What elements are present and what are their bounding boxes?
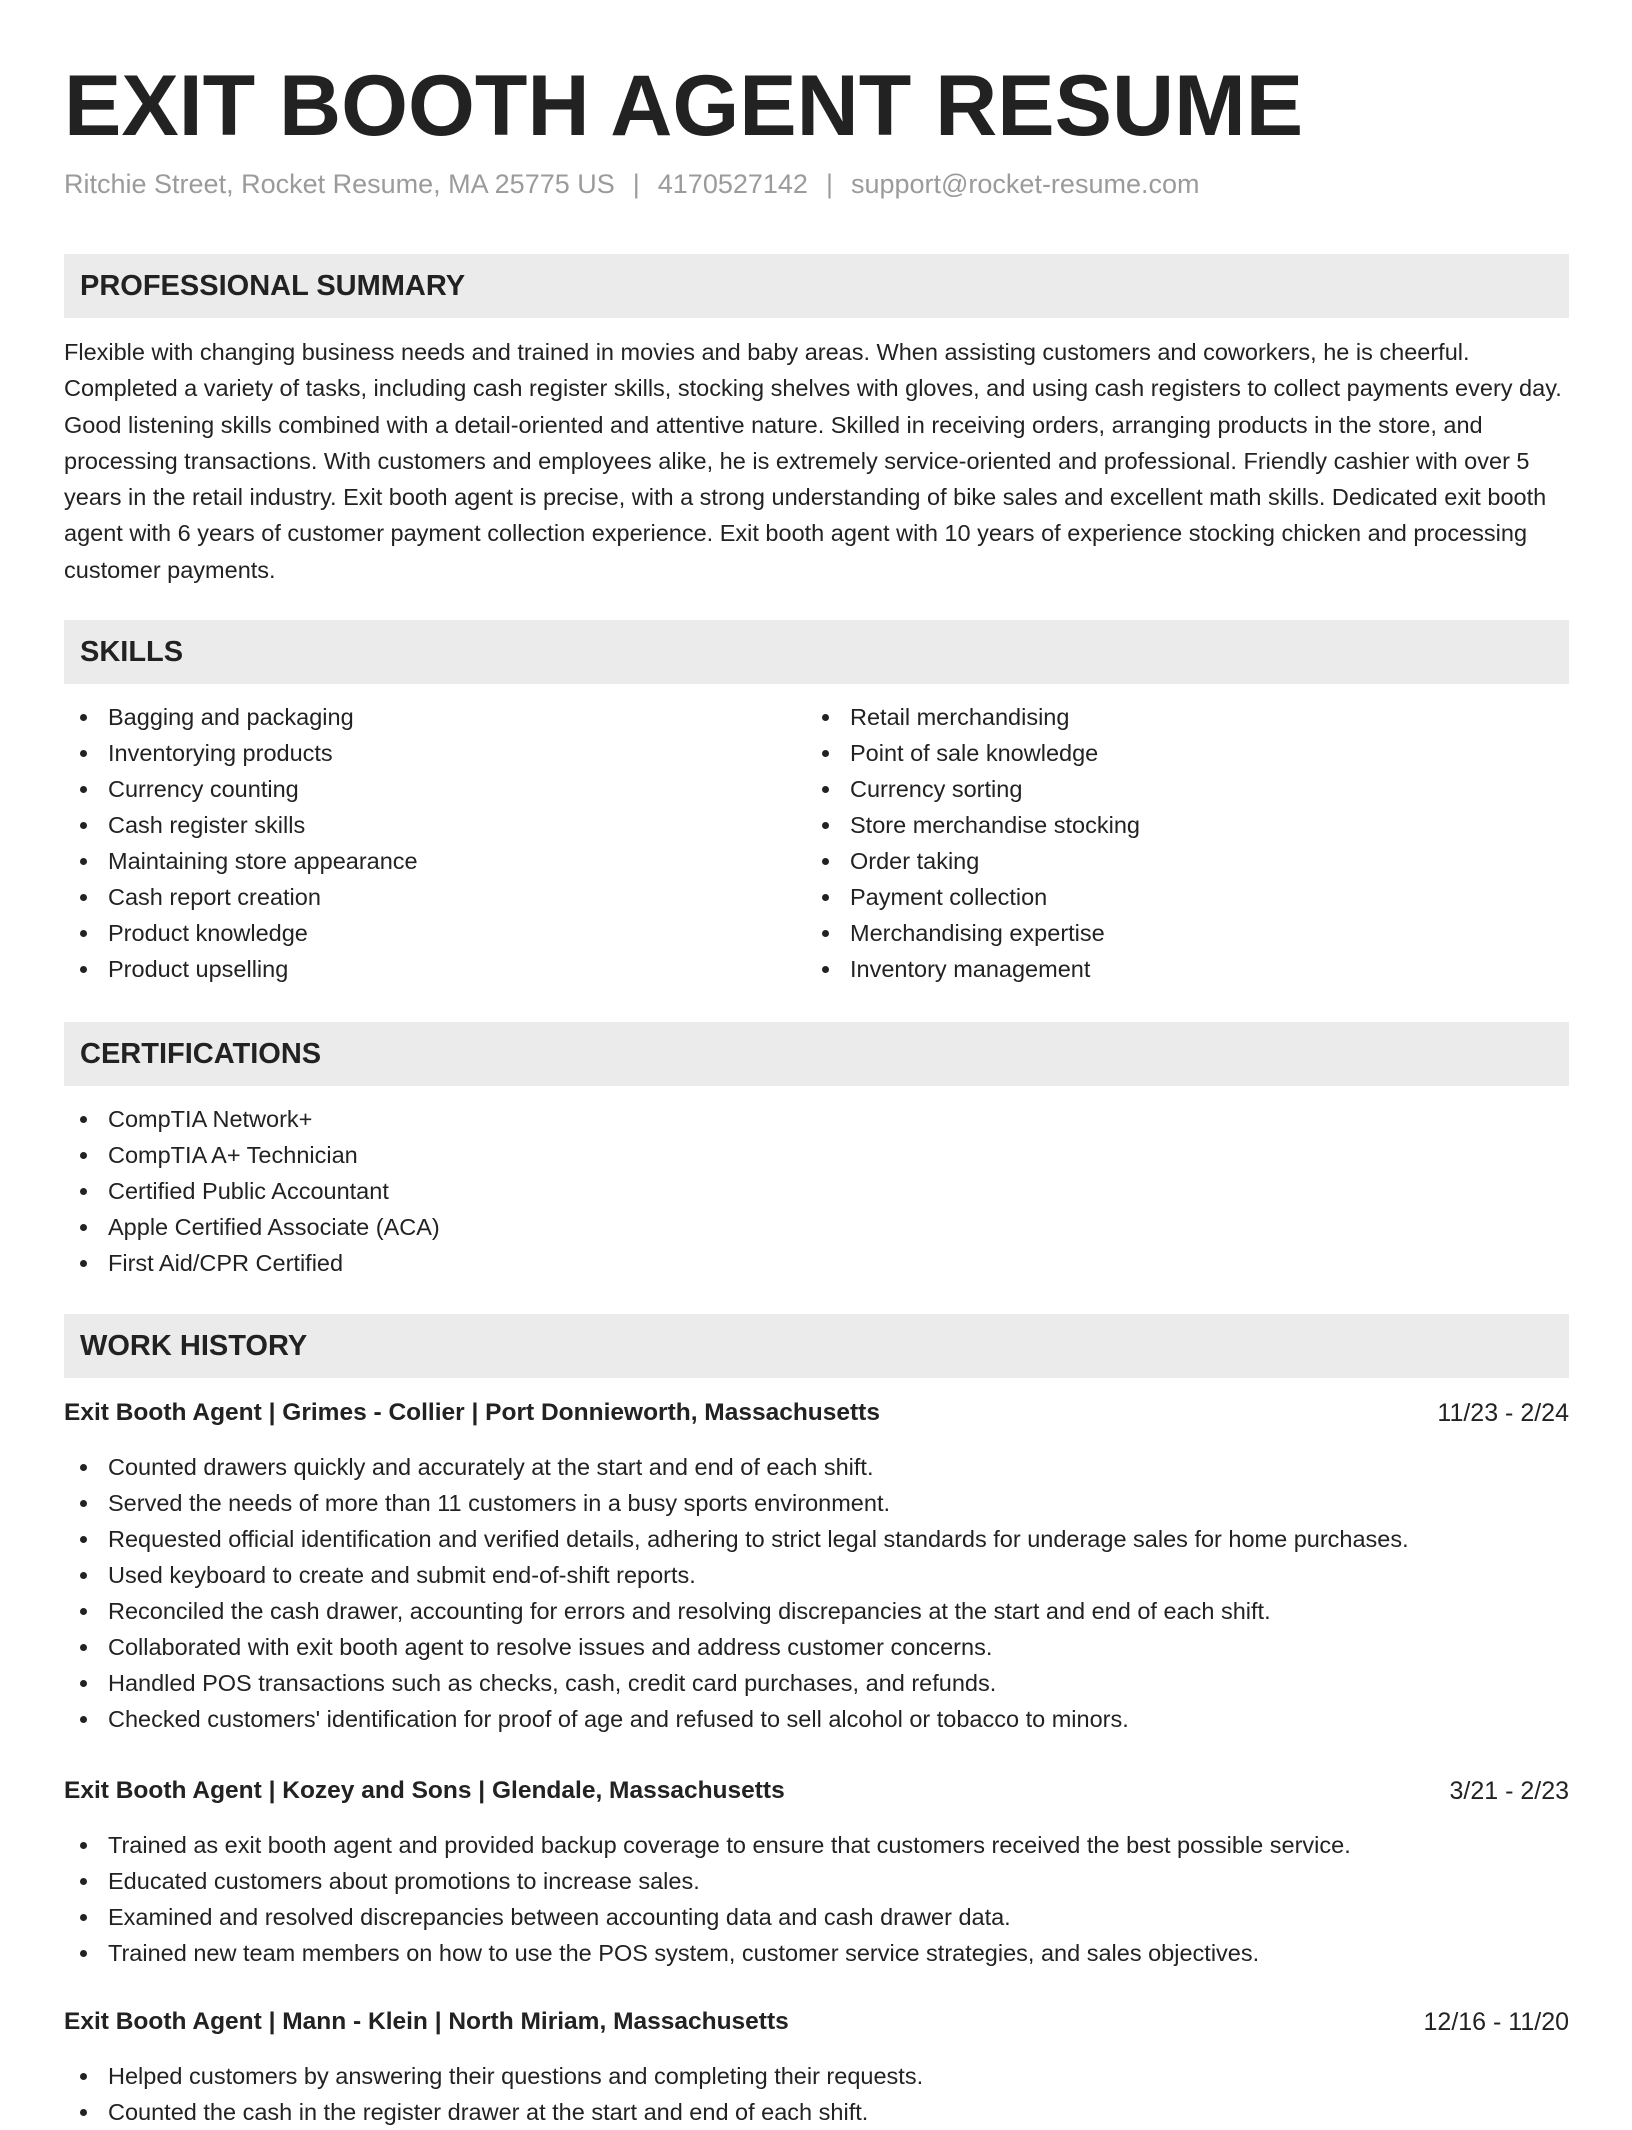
job-bullet: Helped customers by answering their questions and completing their requests.: [64, 2058, 923, 2094]
skill-item: Bagging and packaging: [64, 699, 418, 735]
job-header: [64, 1395, 1569, 1431]
work-section-header: [64, 1314, 1569, 1378]
skill-item: Currency counting: [64, 771, 418, 807]
summary-text: Flexible with changing business needs and trained in movies and baby areas. When assisting customers and coworkers, he is cheerful. Completed a variety of tasks, including cash register skills, stocking shelves with gloves, and using cash registers to collect payments every day. Good listening skills combined with a detail-oriented and attentive nature. Skilled in receiving orders, arranging products in the store, and processing transactions. With customers and employees alike, he is extremely service-oriented and professional. Friendly cashier with over 5 years in the retail industry. Exit booth agent is precise, with a strong understanding of bike sales and excellent math skills. Dedicated exit booth agent with 6 years of customer payment collection experience. Exit booth agent with 10 years of experience stocking chicken and processing customer payments.: [64, 339, 1562, 583]
skill-item: Store merchandise stocking: [806, 807, 1140, 843]
certification-item: First Aid/CPR Certified: [64, 1245, 440, 1281]
job-bullets: [64, 1449, 1409, 1737]
job-dates: 3/21 - 2/23: [1449, 1777, 1569, 1805]
certifications-heading: CERTIFICATIONS: [80, 1038, 322, 1070]
job-bullet: Reconciled the cash drawer, accounting for errors and resolving discrepancies at the start and end of each shift.: [64, 1593, 1409, 1629]
certifications-section-header: [64, 1022, 1569, 1086]
skill-item: Order taking: [806, 843, 1140, 879]
skills-section-header: [64, 620, 1569, 684]
certification-item: CompTIA A+ Technician: [64, 1137, 440, 1173]
job-header: [64, 1773, 1569, 1809]
certification-item: Certified Public Accountant: [64, 1173, 440, 1209]
skill-item: Retail merchandising: [806, 699, 1140, 735]
job-bullets: [64, 1827, 1351, 1971]
job-bullet: Collaborated with exit booth agent to resolve issues and address customer concerns.: [64, 1629, 1409, 1665]
skill-item: Product knowledge: [64, 915, 418, 951]
job-header: [64, 2004, 1569, 2040]
skill-item: Maintaining store appearance: [64, 843, 418, 879]
skill-item: Currency sorting: [806, 771, 1140, 807]
job-bullet: Trained new team members on how to use the POS system, customer service strategies, and sales objectives.: [64, 1935, 1351, 1971]
skill-item: Point of sale knowledge: [806, 735, 1140, 771]
contact-address: Ritchie Street, Rocket Resume, MA 25775 US: [64, 169, 615, 199]
work-heading: WORK HISTORY: [80, 1330, 308, 1362]
job-bullet: Educated customers about promotions to increase sales.: [64, 1863, 1351, 1899]
skills-heading: SKILLS: [80, 636, 184, 668]
contact-separator: |: [825, 169, 833, 199]
skill-item: Inventory management: [806, 951, 1140, 987]
job-bullets: [64, 2058, 923, 2130]
skill-item: Payment collection: [806, 879, 1140, 915]
job-bullet: Trained as exit booth agent and provided backup coverage to ensure that customers received the best possible service.: [64, 1827, 1351, 1863]
skill-item: Cash register skills: [64, 807, 418, 843]
job-dates: 12/16 - 11/20: [1423, 2008, 1569, 2036]
job-title: Exit Booth Agent | Grimes - Collier | Port Donnieworth, Massachusetts: [64, 1399, 880, 1426]
skills-list-left: [64, 699, 418, 987]
job-bullet: Checked customers' identification for proof of age and refused to sell alcohol or tobacco to minors.: [64, 1701, 1409, 1737]
skill-item: Inventorying products: [64, 735, 418, 771]
certifications-list: [64, 1101, 440, 1281]
summary-section-header: [64, 254, 1569, 318]
job-bullet: Used keyboard to create and submit end-of-shift reports.: [64, 1557, 1409, 1593]
page-title: EXIT BOOTH AGENT RESUME: [64, 58, 1304, 154]
skill-item: Merchandising expertise: [806, 915, 1140, 951]
contact-separator: |: [632, 169, 640, 199]
skill-item: Cash report creation: [64, 879, 418, 915]
certification-item: CompTIA Network+: [64, 1101, 440, 1137]
summary-heading: PROFESSIONAL SUMMARY: [80, 270, 466, 302]
job-bullet: Counted drawers quickly and accurately at the start and end of each shift.: [64, 1449, 1409, 1485]
job-bullet: Requested official identification and verified details, adhering to strict legal standards for underage sales for home purchases.: [64, 1521, 1409, 1557]
skill-item: Product upselling: [64, 951, 418, 987]
job-bullet: Examined and resolved discrepancies between accounting data and cash drawer data.: [64, 1899, 1351, 1935]
job-bullet: Counted the cash in the register drawer at the start and end of each shift.: [64, 2094, 923, 2130]
job-title: Exit Booth Agent | Kozey and Sons | Glendale, Massachusetts: [64, 1777, 785, 1804]
contact-line: [64, 166, 1199, 202]
certification-item: Apple Certified Associate (ACA): [64, 1209, 440, 1245]
job-bullet: Handled POS transactions such as checks, cash, credit card purchases, and refunds.: [64, 1665, 1409, 1701]
contact-phone: 4170527142: [657, 169, 808, 199]
contact-email: support@rocket-resume.com: [850, 169, 1200, 199]
job-title: Exit Booth Agent | Mann - Klein | North Miriam, Massachusetts: [64, 2008, 789, 2035]
skills-list-right: [806, 699, 1140, 987]
job-bullet: Served the needs of more than 11 customers in a busy sports environment.: [64, 1485, 1409, 1521]
job-dates: 11/23 - 2/24: [1437, 1399, 1569, 1427]
